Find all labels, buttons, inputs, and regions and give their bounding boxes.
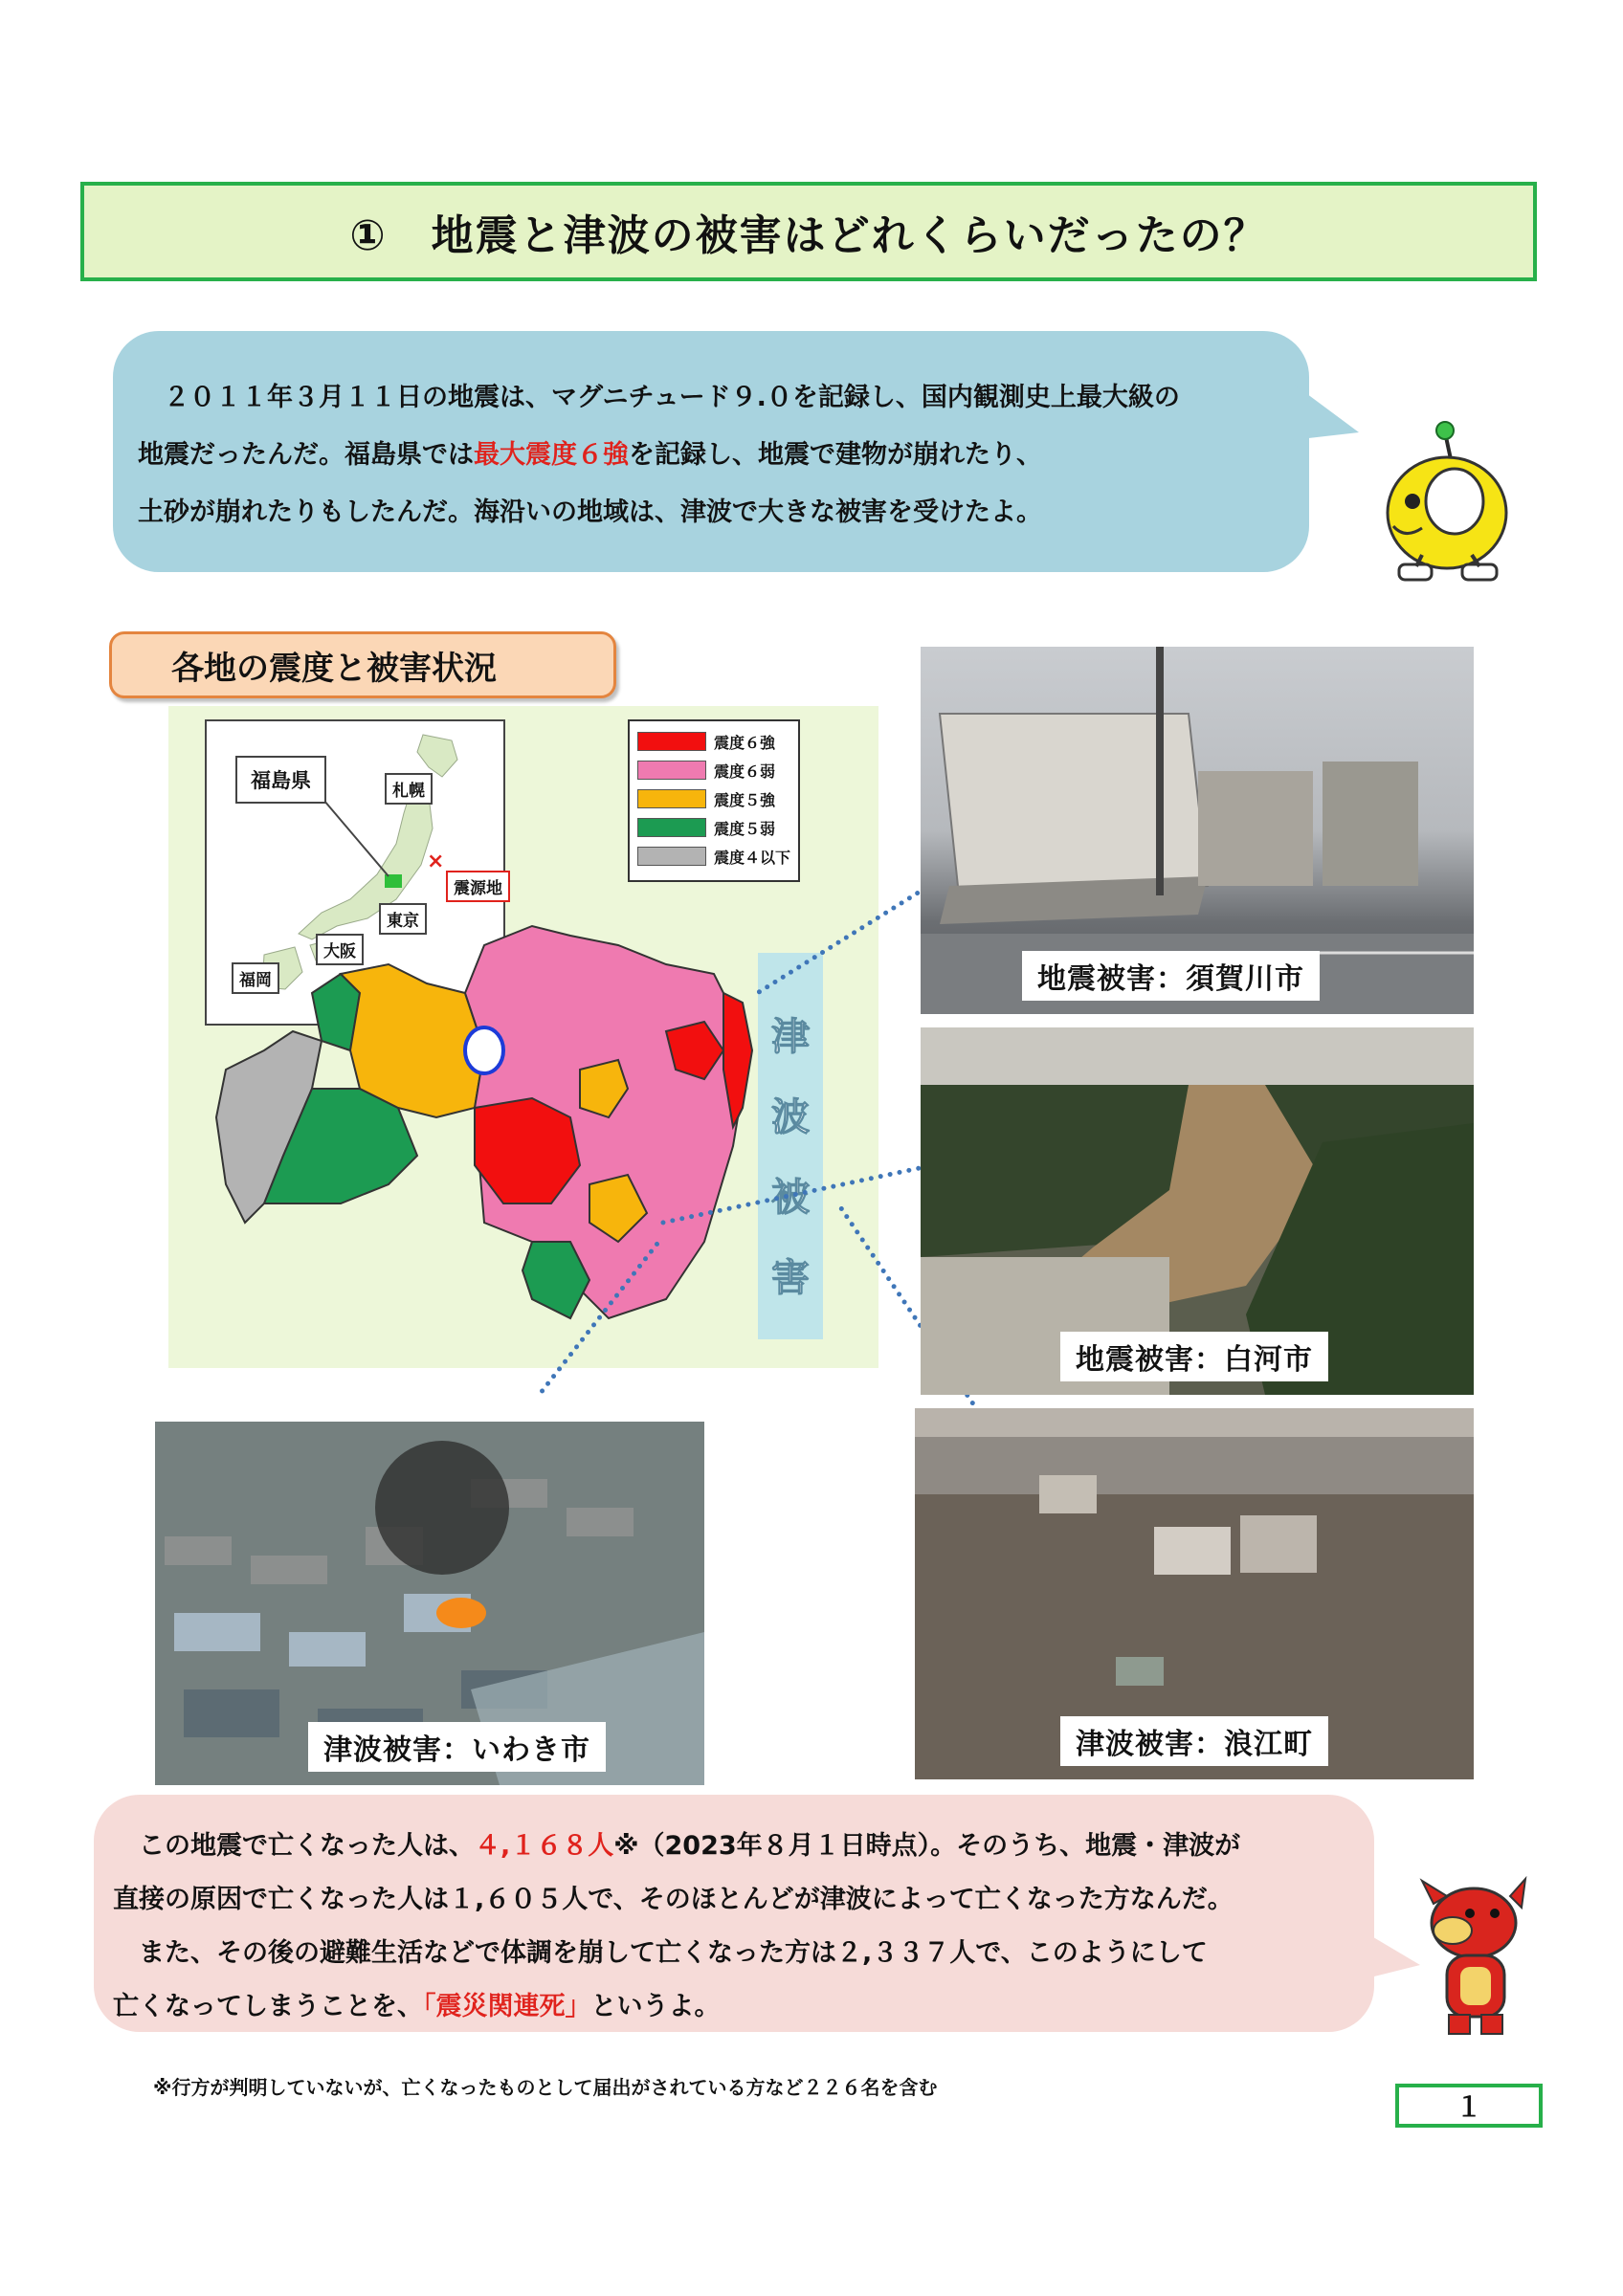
tsunami-damage-band (758, 953, 823, 1339)
yellow-mascot-icon (1367, 421, 1520, 593)
intro-line-3: 土砂が崩れたりもしたんだ。海沿いの地域は、津波で大きな被害を受けたよ。 (138, 497, 1042, 527)
deaths-line-2: 直接の原因で亡くなった人は１,６０５人で、そのほとんどが津波によって亡くなった方なんだ。 (113, 1885, 1234, 1914)
legend-item: 震度４以下 (637, 842, 790, 871)
photo-caption: 津波被害：浪江町 (1060, 1716, 1328, 1766)
inset-label-osaka: 大阪 (316, 934, 364, 965)
tsunami-char: 害 (771, 1256, 810, 1300)
intro-line-2: 地震だったんだ。福島県では最大震度６強を記録し、地震で建物が崩れたり、 (138, 440, 1042, 470)
deaths-speech-bubble (94, 1795, 1374, 2032)
section-heading-tab (109, 631, 616, 698)
legend-item: 震度６強 (637, 727, 790, 756)
photo-tsunami-namie (915, 1408, 1474, 1779)
deaths-line-4: 亡くなってしまうことを、「震災関連死」というよ。 (113, 1992, 721, 2021)
page-number: １ (1455, 2091, 1482, 2123)
section-heading: 各地の震度と被害状況 (171, 649, 497, 688)
bubble-tail-blue (1292, 373, 1368, 450)
intro-line-1: ２０１１年３月１１日の地震は、マグニチュード９.０を記録し、国内観測史上最大級の (164, 383, 1180, 412)
disaster-related-death-highlight: 「震災関連死」 (423, 1992, 591, 2021)
page-number-box (1395, 2084, 1543, 2128)
inset-label-tokyo: 東京 (379, 903, 427, 935)
red-cow-mascot-icon (1414, 1875, 1539, 2045)
intro-speech-bubble (113, 331, 1309, 572)
page-title-box (80, 182, 1537, 281)
footnote: ※行方が判明していないが、亡くなったものとして届出がされている方など２２６名を含む (153, 2076, 938, 2099)
epicenter-mark-icon: × (427, 850, 445, 873)
tsunami-char: 被 (771, 1176, 810, 1220)
photo-caption: 地震被害：白河市 (1060, 1332, 1328, 1381)
photo-earthquake-sukagawa (921, 647, 1474, 1014)
tsunami-char: 波 (771, 1095, 810, 1139)
tsunami-char: 津 (771, 1015, 810, 1059)
photo-caption: 地震被害：須賀川市 (1022, 951, 1320, 1001)
seismic-intensity-map (168, 706, 878, 1368)
inset-label-fukushima: 福島県 (235, 756, 326, 804)
max-intensity-highlight: 最大震度６強 (474, 440, 629, 470)
legend-item: 震度６弱 (637, 756, 790, 784)
photo-tsunami-iwaki (155, 1422, 704, 1785)
deaths-line-3: また、その後の避難生活などで体調を崩して亡くなった方は２,３３７人で、このようにして (139, 1938, 1208, 1968)
deaths-line-1: この地震で亡くなった人は、４,１６８人※（2023年８月１日時点）。そのうち、地震・津波が (139, 1831, 1241, 1861)
photo-earthquake-shirakawa (921, 1027, 1474, 1395)
inset-label-sapporo: 札幌 (385, 773, 433, 805)
legend-item: 震度５弱 (637, 813, 790, 842)
photo-caption: 津波被害：いわき市 (308, 1722, 606, 1772)
page-title: ① 地震と津波の被害はどれくらいだったの？ (349, 211, 1268, 260)
inset-label-fukuoka: 福岡 (232, 962, 279, 994)
legend-item: 震度５強 (637, 784, 790, 813)
inset-label-epicenter: 震源地 (446, 871, 510, 902)
death-count-highlight: ４,１６８人 (475, 1831, 614, 1861)
